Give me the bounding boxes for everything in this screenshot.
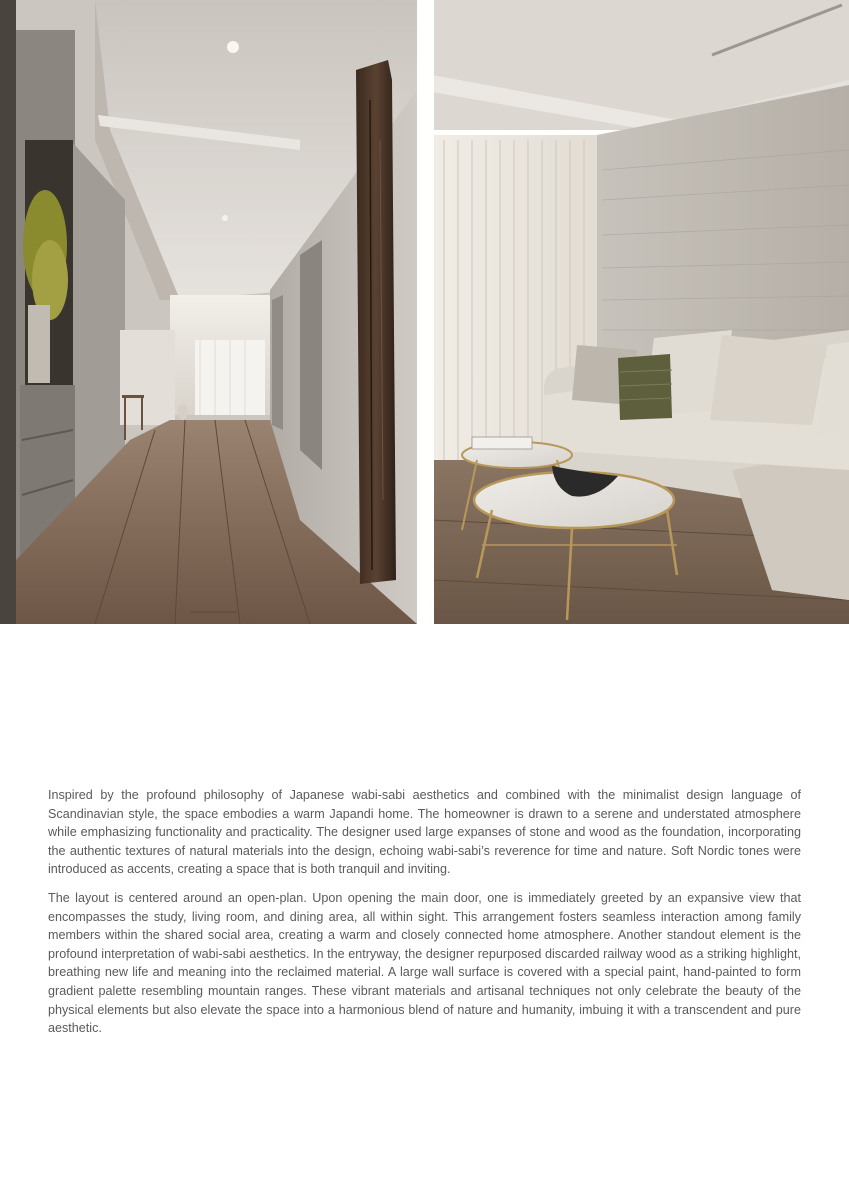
corridor-illustration [0,0,417,624]
living-room-photo [432,0,849,624]
article-body [48,786,801,1048]
paragraph-layout: The layout is centered around an open-plan. Upon opening the main door, one is immediately greeted by an expansive view that encompasses the study, living room, and dining area, all within sight. This arrangement fosters seamless interaction among family members within the shared social area, creating a warm and closely connected home atmosphere. Another standout element is the profound interpretation of wabi-sabi aesthetics. In the entryway, the designer repurposed discarded railway wood as a striking highlight, breathing new life and meaning into the reclaimed material. A large wall surface is covered with a special paint, hand-painted to form gradient palette resembling mountain ranges. These vibrant materials and artisanal techniques not only celebrate the beauty of the physical elements but also elevate the space into a harmonious blend of nature and humanity, imbuing it with a transcendent and pure aesthetic. [48,890,801,1036]
paragraph-intro: Inspired by the profound philosophy of Japanese wabi-sabi aesthetics and combined with the minimalist design language of Scandinavian style, the space embodies a warm Japandi home. The homeowner is drawn to a serene and understated atmosphere while emphasizing functionality and practicality. The designer used large expanses of stone and wood as the foundation, incorporating the authentic textures of natural materials into the design, echoing wabi-sabi’s reverence for time and nature. Soft Nordic tones were introduced as accents, creating a space that is both tranquil and inviting. [48,788,801,877]
corridor-photo [0,0,417,624]
living-room-illustration [432,0,849,624]
